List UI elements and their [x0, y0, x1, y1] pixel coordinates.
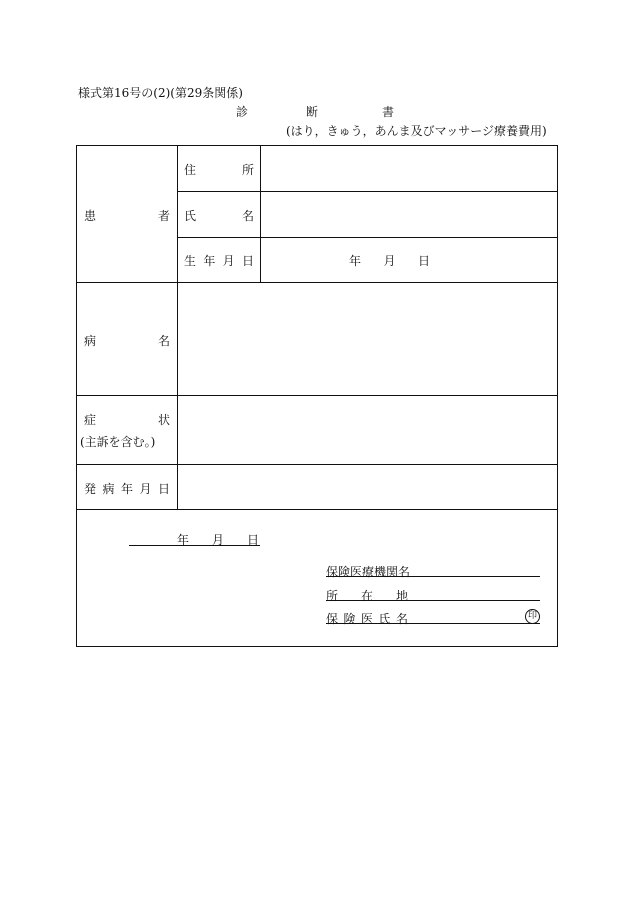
title-char: 診: [236, 105, 249, 119]
label-char: 氏: [184, 209, 197, 223]
label-char: 病: [84, 334, 97, 348]
row-divider: [76, 509, 558, 510]
label-char: 状: [157, 413, 170, 427]
label-char: 住: [184, 163, 197, 177]
row-divider: [177, 237, 558, 238]
doctor-label: [326, 610, 408, 627]
symptoms-sublabel: (主訴を含む。): [80, 435, 156, 449]
birthdate-label: [184, 252, 254, 269]
label-char: 名: [395, 612, 408, 626]
column-divider: [177, 145, 178, 509]
label-char: 発: [84, 482, 97, 496]
birthdate-value: [349, 252, 430, 269]
label-char: 地: [395, 589, 408, 603]
document-subtitle: (はり，きゅう，あんま及びマッサージ療養費用): [286, 124, 547, 138]
name-label: [184, 207, 254, 224]
label-char: 月: [139, 482, 152, 496]
label-char: 月: [222, 254, 235, 268]
row-divider: [76, 395, 558, 396]
label-char: 生: [184, 254, 197, 268]
date-char: 日: [246, 533, 259, 547]
title-char: 断: [306, 105, 319, 119]
row-divider: [177, 191, 558, 192]
symptoms-label: [84, 411, 170, 428]
row-divider: [76, 464, 558, 465]
label-char: 所: [241, 163, 254, 177]
label-char: 氏: [378, 612, 391, 626]
label-char: 者: [157, 209, 170, 223]
footer-date: [177, 531, 259, 548]
row-divider: [76, 282, 558, 283]
label-char: 保: [326, 612, 339, 626]
form-number: 様式第16号の(2)(第29条関係): [78, 86, 243, 100]
patient-label: [84, 207, 170, 224]
label-char: 在: [360, 589, 373, 603]
address-label: [184, 161, 254, 178]
date-char: 年: [177, 533, 190, 547]
onset-label: [84, 480, 170, 497]
seal-mark: 印: [525, 609, 540, 624]
label-char: 険: [343, 612, 356, 626]
date-char: 年: [349, 254, 362, 268]
label-char: 年: [203, 254, 216, 268]
label-char: 患: [84, 209, 97, 223]
label-char: 名: [241, 209, 254, 223]
label-char: 名: [157, 334, 170, 348]
label-char: 年: [120, 482, 133, 496]
label-char: 所: [326, 589, 339, 603]
date-char: 月: [383, 254, 396, 268]
label-char: 病: [102, 482, 115, 496]
date-char: 日: [417, 254, 430, 268]
label-char: 医: [360, 612, 373, 626]
location-label: [326, 587, 408, 604]
institution-label: 保険医療機関名: [326, 565, 411, 579]
title-char: 書: [382, 105, 395, 119]
disease-label: [84, 332, 170, 349]
label-char: 症: [84, 413, 97, 427]
label-char: 日: [157, 482, 170, 496]
column-divider: [260, 145, 261, 282]
date-char: 月: [211, 533, 224, 547]
label-char: 日: [241, 254, 254, 268]
